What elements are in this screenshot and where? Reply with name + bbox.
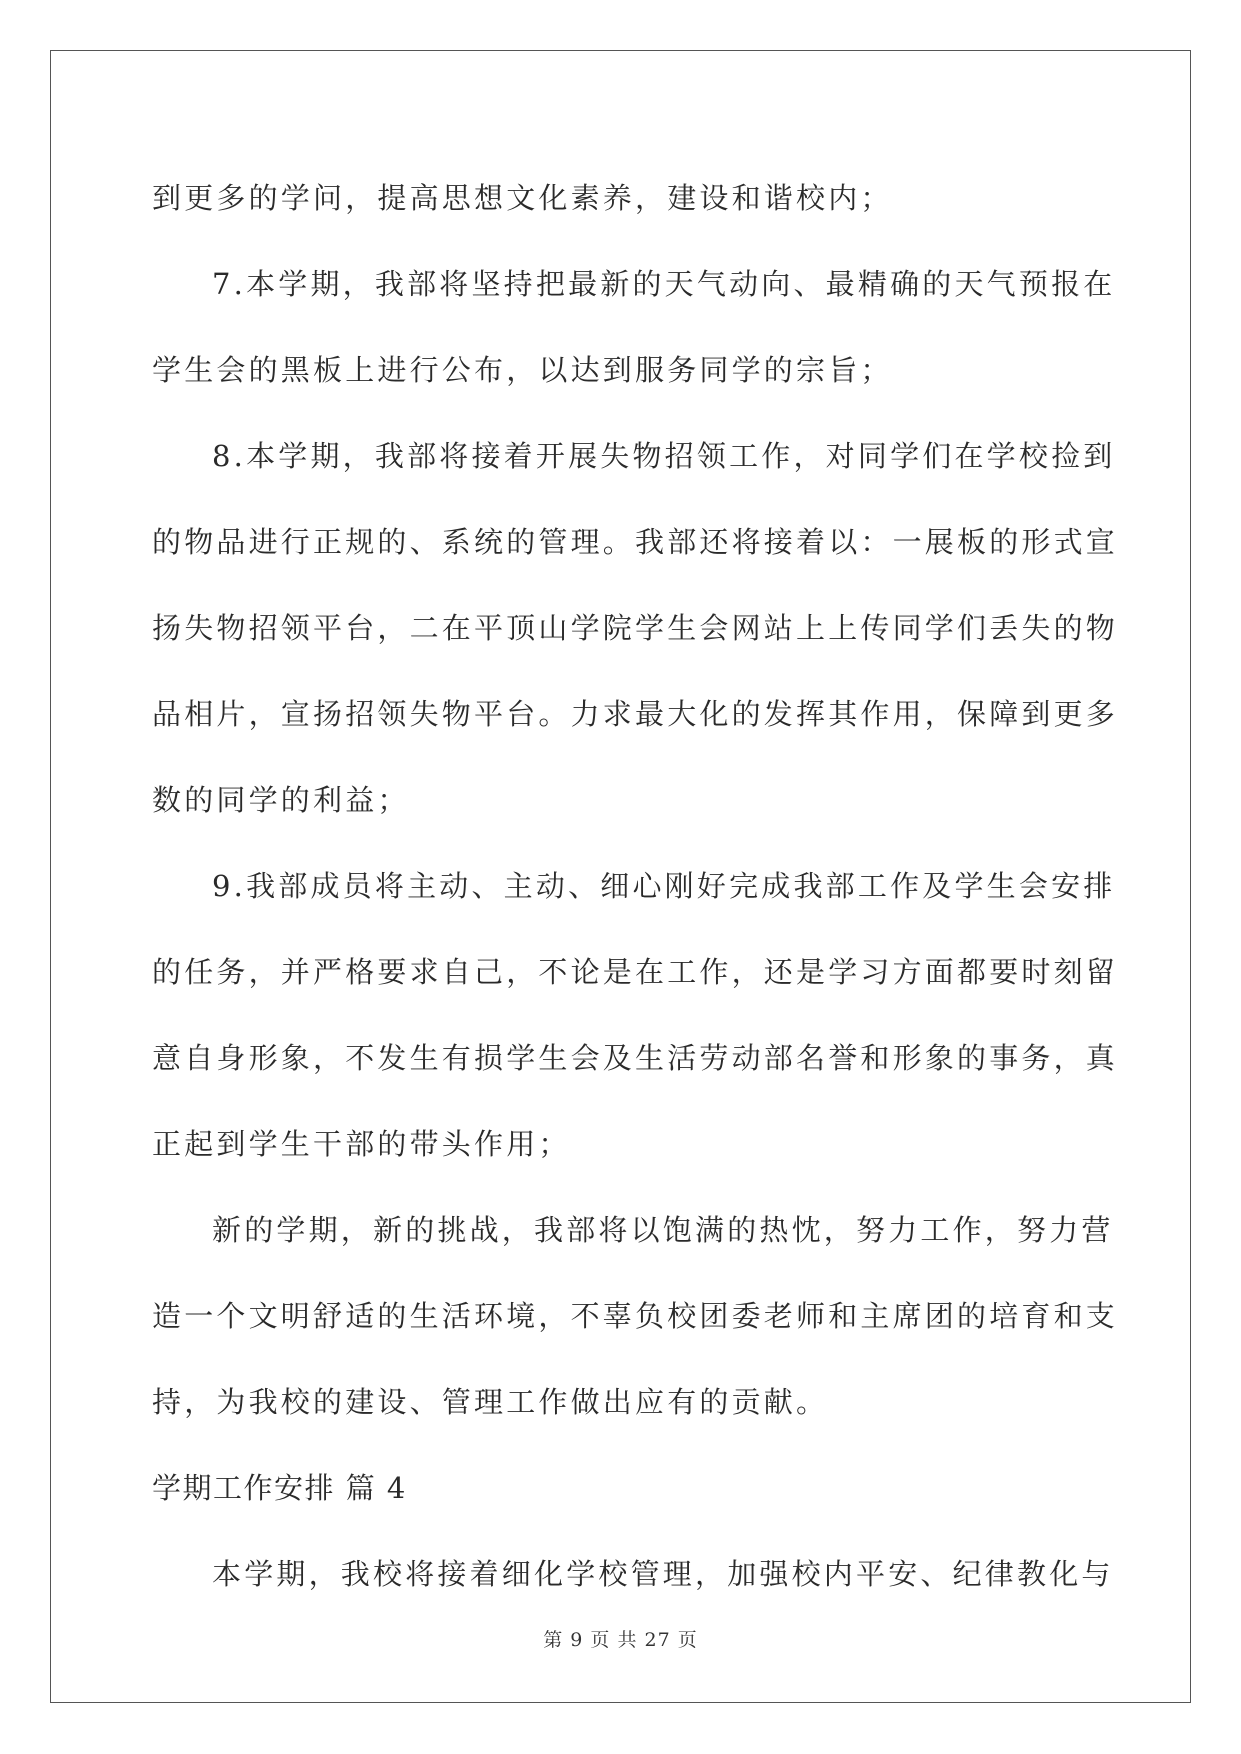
text-line: 8.本学期，我部将接着开展失物招领工作，对同学们在学校捡到 [212, 439, 1116, 473]
text-line: 正起到学生干部的带头作用； [152, 1127, 571, 1161]
section-heading: 学期工作安排 篇 4 [152, 1471, 407, 1505]
text-line: 的物品进行正规的、系统的管理。我部还将接着以：一展板的形式宣 [152, 525, 1119, 559]
text-line: 的任务，并严格要求自己，不论是在工作，还是学习方面都要时刻留 [152, 955, 1119, 989]
text-line: 造一个文明舒适的生活环境，不辜负校团委老师和主席团的培育和支 [152, 1299, 1119, 1333]
text-line: 学生会的黑板上进行公布，以达到服务同学的宗旨； [152, 353, 893, 387]
page-number-footer: 第 9 页 共 27 页 [543, 1629, 698, 1651]
text-line: 7.本学期，我部将坚持把最新的天气动向、最精确的天气预报在 [212, 267, 1116, 301]
text-line: 数的同学的利益； [152, 783, 410, 817]
text-line: 新的学期，新的挑战，我部将以饱满的热忱，努力工作，努力营 [212, 1213, 1114, 1247]
text-line: 本学期，我校将接着细化学校管理，加强校内平安、纪律教化与 [212, 1557, 1114, 1591]
document-body [152, 155, 1119, 1617]
text-line: 持，为我校的建设、管理工作做出应有的贡献。 [152, 1385, 829, 1419]
text-line: 品相片，宣扬招领失物平台。力求最大化的发挥其作用，保障到更多 [152, 697, 1119, 731]
text-line: 意自身形象，不发生有损学生会及生活劳动部名誉和形象的事务，真 [152, 1041, 1119, 1075]
text-line: 9.我部成员将主动、主动、细心刚好完成我部工作及学生会安排 [212, 869, 1116, 903]
text-line: 到更多的学问，提高思想文化素养，建设和谐校内； [152, 181, 893, 215]
text-line: 扬失物招领平台，二在平顶山学院学生会网站上上传同学们丢失的物 [152, 611, 1119, 645]
